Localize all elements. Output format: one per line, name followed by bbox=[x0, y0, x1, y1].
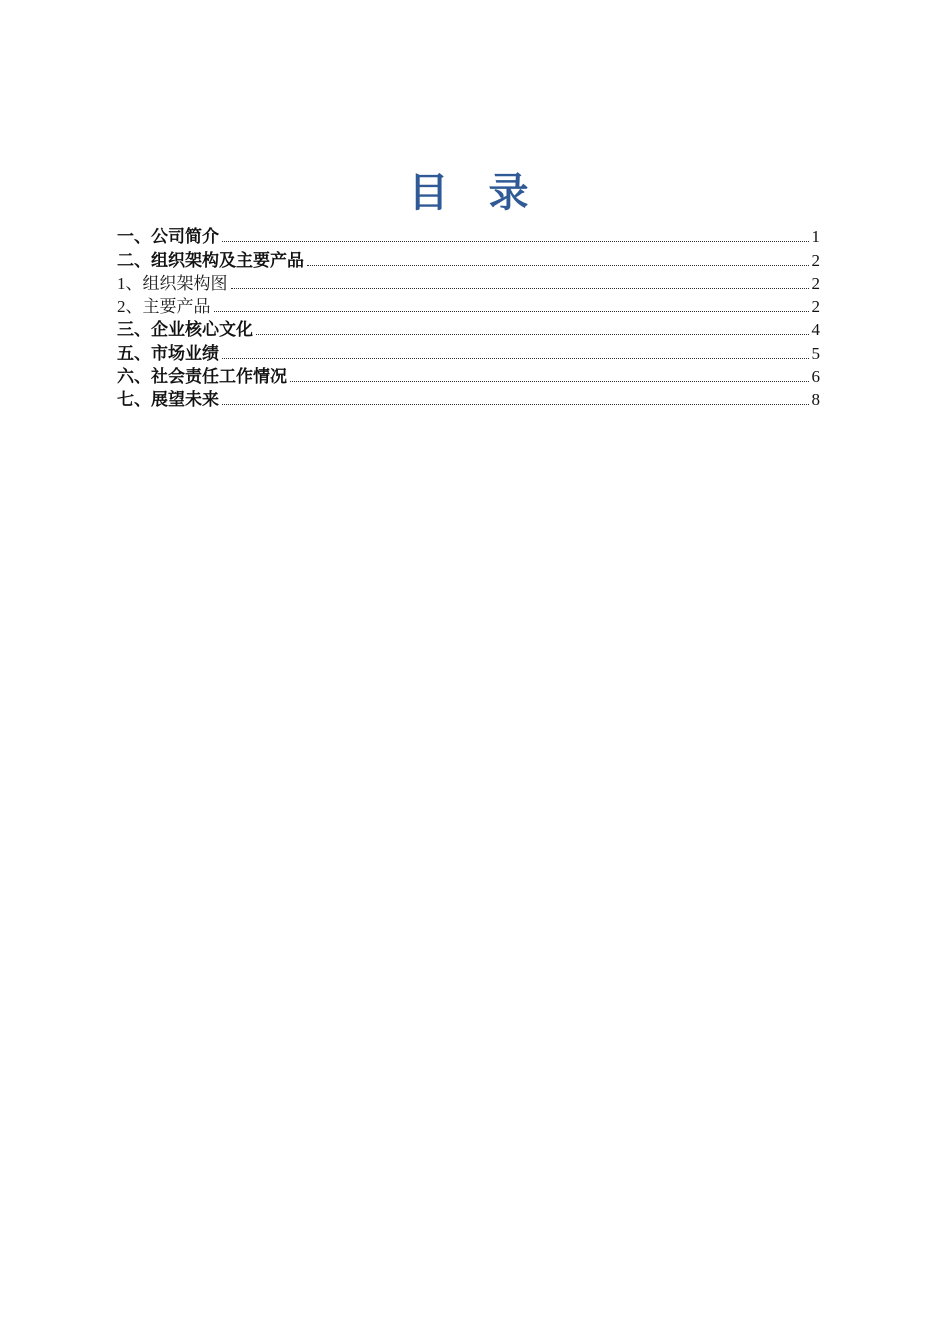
dot-leader bbox=[307, 265, 809, 266]
toc-entry-label[interactable]: 一、公司简介 bbox=[117, 227, 219, 247]
toc-entry-page[interactable]: 4 bbox=[811, 320, 820, 340]
toc-entry[interactable] bbox=[117, 270, 820, 293]
dot-leader bbox=[214, 311, 809, 312]
dot-leader bbox=[222, 358, 809, 359]
toc-entry[interactable] bbox=[117, 386, 820, 409]
toc-entry-label[interactable]: 七、展望未来 bbox=[117, 390, 219, 410]
dot-leader bbox=[231, 288, 809, 289]
toc-entry-label[interactable]: 三、企业核心文化 bbox=[117, 320, 253, 340]
toc-entry-page[interactable]: 6 bbox=[811, 367, 820, 387]
toc-entry-label[interactable]: 2、主要产品 bbox=[117, 297, 211, 317]
toc-entry[interactable] bbox=[117, 223, 820, 246]
toc-entry[interactable] bbox=[117, 339, 820, 362]
table-of-contents bbox=[117, 223, 820, 409]
toc-entry-page[interactable]: 2 bbox=[811, 250, 820, 270]
toc-entry-label[interactable]: 1、组织架构图 bbox=[117, 273, 228, 293]
dot-leader bbox=[290, 381, 809, 382]
dot-leader bbox=[222, 404, 809, 405]
toc-entry-page[interactable]: 2 bbox=[811, 297, 820, 317]
toc-entry[interactable] bbox=[117, 246, 820, 269]
toc-entry[interactable] bbox=[117, 363, 820, 386]
toc-entry[interactable] bbox=[117, 293, 820, 316]
dot-leader bbox=[222, 241, 809, 242]
toc-entry-page[interactable]: 2 bbox=[811, 273, 820, 293]
toc-entry-label[interactable]: 二、组织架构及主要产品 bbox=[117, 250, 304, 270]
toc-entry-label[interactable]: 六、社会责任工作情况 bbox=[117, 367, 287, 387]
toc-title: 目 录 bbox=[408, 170, 529, 215]
dot-leader bbox=[256, 334, 809, 335]
toc-entry-label[interactable]: 五、市场业绩 bbox=[117, 343, 219, 363]
toc-entry-page[interactable]: 8 bbox=[811, 390, 820, 410]
toc-entry-page[interactable]: 1 bbox=[811, 227, 820, 247]
toc-entry-page[interactable]: 5 bbox=[811, 343, 820, 363]
toc-entry[interactable] bbox=[117, 316, 820, 339]
